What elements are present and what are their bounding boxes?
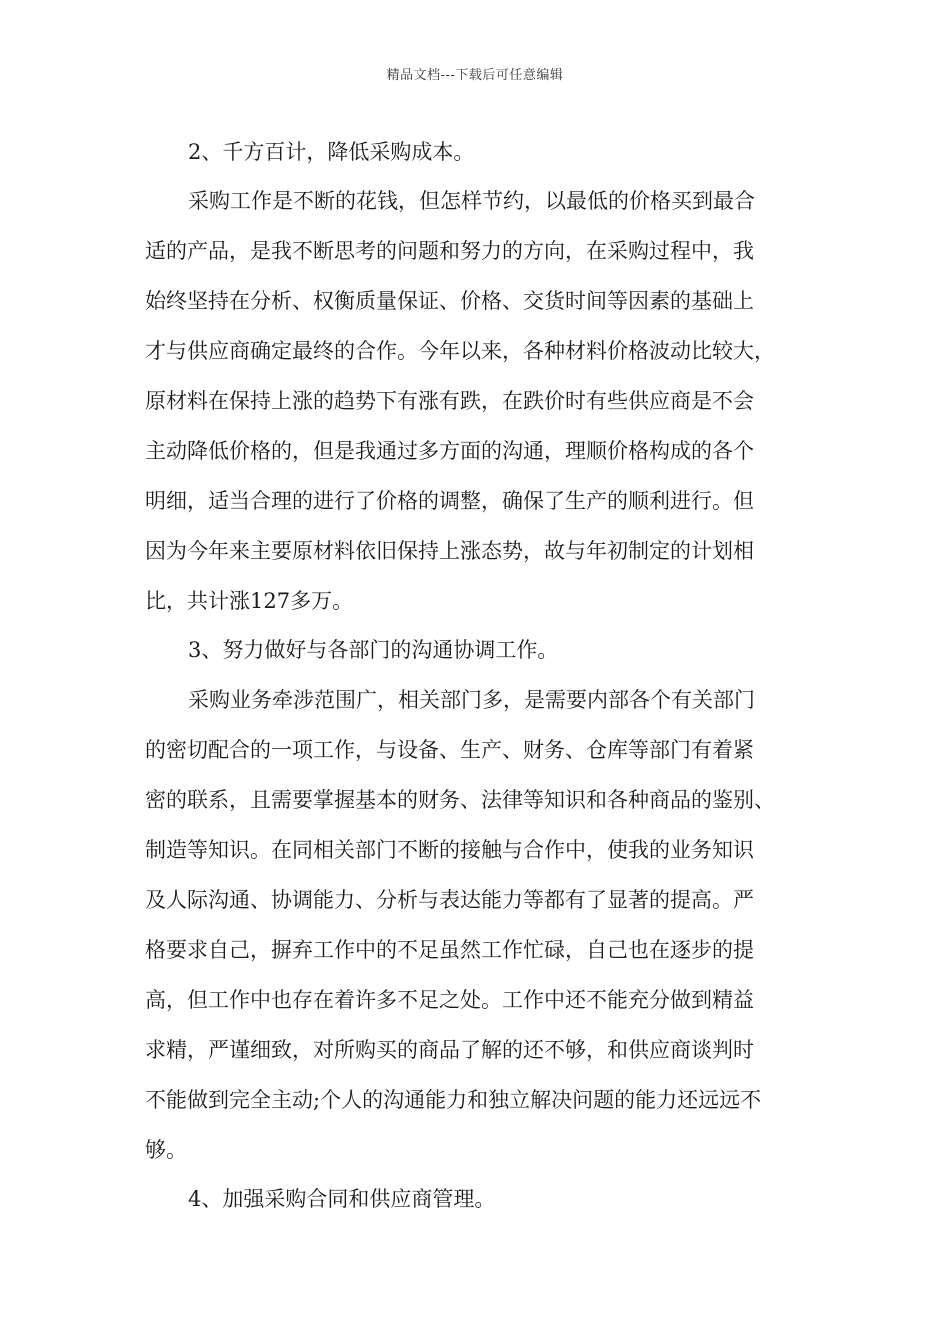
paragraph-line: 的密切配合的一项工作，与设备、生产、财务、仓库等部门有着紧 [145,738,754,762]
paragraph-line: 适的产品，是我不断思考的问题和努力的方向，在采购过程中，我 [145,239,754,263]
paragraph-line: 采购业务牵涉范围广，相关部门多，是需要内部各个有关部门 [188,688,755,712]
paragraph-line: 明细，适当合理的进行了价格的调整，确保了生产的顺利进行。但 [145,489,754,513]
paragraph-line: 因为今年来主要原材料依旧保持上涨态势，故与年初制定的计划相 [145,539,754,563]
paragraph-line: 才与供应商确定最终的合作。今年以来，各种材料价格波动比较大， [145,339,775,363]
paragraph-line: 比，共计涨127多万。 [145,589,354,613]
paragraph-line: 始终坚持在分析、权衡质量保证、价格、交货时间等因素的基础上 [145,289,754,313]
paragraph-line: 原材料在保持上涨的趋势下有涨有跌，在跌价时有些供应商是不会 [145,389,754,413]
heading-coordination: 3、努力做好与各部门的沟通协调工作。 [188,638,559,662]
paragraph-line: 格要求自己，摒弃工作中的不足虽然工作忙碌，自己也在逐步的提 [145,938,754,962]
paragraph-line: 制造等知识。在同相关部门不断的接触与合作中，使我的业务知识 [145,838,754,862]
paragraph-line: 够。 [145,1138,187,1162]
heading-cost-reduction: 2、千方百计，降低采购成本。 [188,140,475,164]
paragraph-line: 求精，严谨细致，对所购买的商品了解的还不够，和供应商谈判时 [145,1038,754,1062]
paragraph-line: 采购工作是不断的花钱，但怎样节约，以最低的价格买到最合 [188,189,755,213]
paragraph-line: 主动降低价格的，但是我通过多方面的沟通，理顺价格构成的各个 [145,439,754,463]
paragraph-line: 及人际沟通、协调能力、分析与表达能力等都有了显著的提高。严 [145,888,754,912]
paragraph-line: 高，但工作中也存在着许多不足之处。工作中还不能充分做到精益 [145,988,754,1012]
page-header: 精品文档---下载后可任意编辑 [386,68,564,83]
paragraph-line: 不能做到完全主动;个人的沟通能力和独立解决问题的能力还远远不 [145,1088,762,1112]
paragraph-line: 密的联系，且需要掌握基本的财务、法律等知识和各种商品的鉴别、 [145,788,775,812]
heading-contract-management: 4、加强采购合同和供应商管理。 [188,1187,496,1211]
